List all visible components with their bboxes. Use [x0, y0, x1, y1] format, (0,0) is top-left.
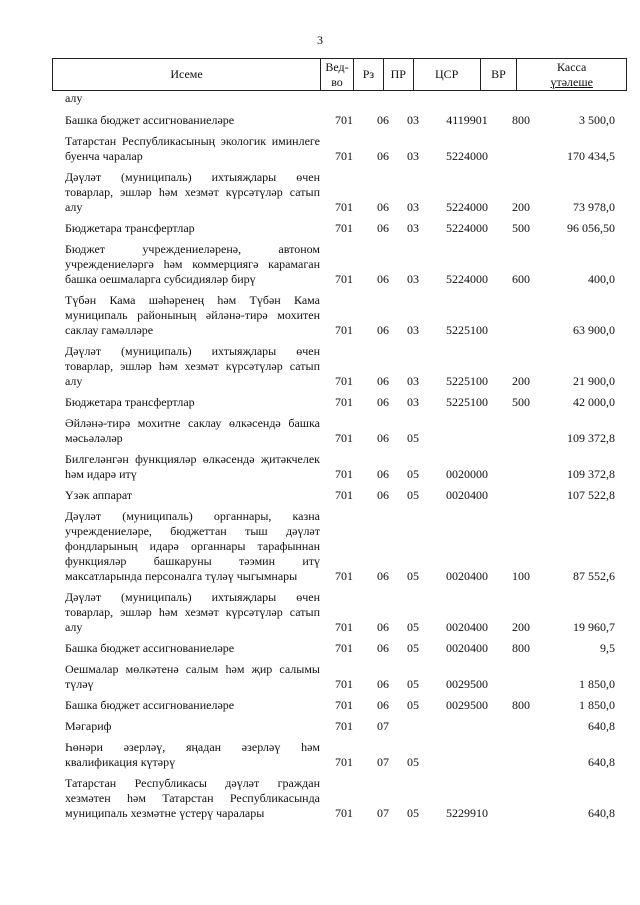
row-name: Татарстан Республикасының экологик иминлеге буенча чаралар: [65, 134, 320, 163]
row-name: Билгеләнгән функцияләр өлкәсендә җитәкчелек һәм идарә итү: [65, 452, 320, 481]
row-sum: 73 978,0: [573, 200, 615, 214]
row-name: Дәүләт (муниципаль) ихтыяҗлары өчен товарлар, эшләр һәм хезмәт күрсәтүләр сатып алу: [65, 344, 320, 388]
table-row: [65, 242, 615, 287]
row-name: Оешмалар мөлкәтенә салым һәм җир салымы түләү: [65, 662, 320, 691]
row-rz: 06: [377, 467, 389, 481]
row-sum: 9,5: [600, 641, 615, 655]
row-pr: 03: [407, 221, 419, 235]
row-sum: 1 850,0: [579, 698, 615, 712]
row-pr: 03: [407, 113, 419, 127]
row-rz: 06: [377, 374, 389, 388]
row-csr: 0029500: [446, 698, 488, 712]
row-csr: 5224000: [446, 221, 488, 235]
table-row: [65, 293, 615, 338]
row-csr: 0020400: [446, 620, 488, 634]
table-row: [65, 344, 615, 389]
row-ved: 701: [335, 620, 353, 634]
table-row: [65, 452, 615, 482]
row-pr: 05: [407, 488, 419, 502]
header-rz: Рз: [354, 59, 384, 90]
row-ved: 701: [335, 755, 353, 769]
row-vr: 800: [512, 698, 530, 712]
row-csr: 0029500: [446, 677, 488, 691]
row-vr: 200: [512, 374, 530, 388]
row-pr: 05: [407, 806, 419, 820]
row-name: Дәүләт (муниципаль) органнары, казна учреждениеләре, бюджеттан тыш дәүләт фондларының идарә органнары тарафыннан функцияләр башкаруны тәэмин итү максатларында персоналга түләү чыгымнары: [65, 509, 320, 583]
table-header: [52, 58, 627, 91]
row-ved: 701: [335, 677, 353, 691]
row-pr: 05: [407, 677, 419, 691]
row-sum: 640,8: [588, 755, 615, 769]
row-rz: 07: [377, 755, 389, 769]
row-name: Дәүләт (муниципаль) ихтыяҗлары өчен товарлар, эшләр һәм хезмәт күрсәтүләр сатып алу: [65, 590, 320, 634]
row-pr: 05: [407, 641, 419, 655]
row-ved: 701: [335, 719, 353, 733]
table-row: [65, 662, 615, 692]
row-rz: 06: [377, 569, 389, 583]
page-number: 3: [317, 33, 323, 47]
row-name: Башка бюджет ассигнованиеләре: [65, 641, 235, 655]
row-ved: 701: [335, 200, 353, 214]
row-csr: 0020400: [446, 569, 488, 583]
row-vr: 500: [512, 395, 530, 409]
row-name: Үзәк аппарат: [65, 488, 133, 502]
row-sum: 42 000,0: [573, 395, 615, 409]
row-rz: 07: [377, 719, 389, 733]
row-pr: 03: [407, 374, 419, 388]
row-pr: 05: [407, 620, 419, 634]
row-ved: 701: [335, 374, 353, 388]
row-pr: 05: [407, 569, 419, 583]
row-sum: 1 850,0: [579, 677, 615, 691]
table-rows: [65, 113, 615, 821]
row-csr: 0020400: [446, 641, 488, 655]
row-rz: 06: [377, 272, 389, 286]
row-rz: 06: [377, 488, 389, 502]
row-pr: 03: [407, 272, 419, 286]
table-row: [65, 134, 615, 164]
row-csr: 5224000: [446, 272, 488, 286]
continuation-text: алу: [65, 91, 83, 105]
row-ved: 701: [335, 395, 353, 409]
row-rz: 06: [377, 677, 389, 691]
table-row: [65, 113, 615, 128]
row-name: Дәүләт (муниципаль) ихтыяҗлары өчен товарлар, эшләр һәм хезмәт күрсәтүләр сатып алу: [65, 170, 320, 214]
row-sum: 96 056,50: [567, 221, 615, 235]
row-ved: 701: [335, 806, 353, 820]
row-name: Башка бюджет ассигнованиеләре: [65, 698, 235, 712]
row-name: Татарстан Республикасы дәүләт граждан хезмәтен һәм Татарстан Республикасында муниципаль хезмәтне үстерү чаралары: [65, 776, 320, 820]
row-pr: 05: [407, 698, 419, 712]
row-ved: 701: [335, 641, 353, 655]
row-rz: 06: [377, 200, 389, 214]
row-pr: 03: [407, 149, 419, 163]
row-sum: 400,0: [588, 272, 615, 286]
row-pr: 05: [407, 755, 419, 769]
row-rz: 06: [377, 323, 389, 337]
table-row: [65, 590, 615, 635]
table-row: [65, 509, 615, 584]
table-row: [65, 698, 615, 713]
header-vr: ВР: [481, 59, 518, 90]
row-csr: 5225100: [446, 395, 488, 409]
row-sum: 87 552,6: [573, 569, 615, 583]
row-csr: 5225100: [446, 374, 488, 388]
table-row: [65, 395, 615, 410]
header-name: Исеме: [53, 59, 321, 90]
header-ved-line1: Вед-: [325, 59, 349, 74]
row-vr: 600: [512, 272, 530, 286]
row-sum: 170 434,5: [567, 149, 615, 163]
table-row: [65, 416, 615, 446]
row-ved: 701: [335, 221, 353, 235]
table-body: [65, 91, 615, 827]
row-vr: 200: [512, 200, 530, 214]
header-kassa: [517, 59, 626, 90]
header-pr: ПР: [384, 59, 414, 90]
continuation-line: [65, 91, 615, 106]
row-csr: 5225100: [446, 323, 488, 337]
table-row: [65, 170, 615, 215]
row-sum: 640,8: [588, 719, 615, 733]
header-csr: ЦСР: [414, 59, 481, 90]
row-vr: 800: [512, 113, 530, 127]
row-rz: 06: [377, 698, 389, 712]
row-csr: 5224000: [446, 149, 488, 163]
row-name: Башка бюджет ассигнованиеләре: [65, 113, 235, 127]
row-sum: 21 900,0: [573, 374, 615, 388]
row-name: Бюджет учреждениеләренә, автоном учреждениеләргә һәм коммерциягә карамаган башка оешмаларга субсидияләр бирү: [65, 242, 320, 286]
row-ved: 701: [335, 569, 353, 583]
row-vr: 200: [512, 620, 530, 634]
row-rz: 06: [377, 221, 389, 235]
row-rz: 06: [377, 149, 389, 163]
row-ved: 701: [335, 149, 353, 163]
row-vr: 100: [512, 569, 530, 583]
table-row: [65, 641, 615, 656]
table-row: [65, 221, 615, 236]
table-row: [65, 719, 615, 734]
row-sum: 19 960,7: [573, 620, 615, 634]
row-csr: 0020400: [446, 488, 488, 502]
row-ved: 701: [335, 272, 353, 286]
row-pr: 03: [407, 200, 419, 214]
row-name: Бюджетара трансфертлар: [65, 395, 195, 409]
header-kassa-line1: Касса: [557, 59, 587, 74]
row-sum: 109 372,8: [567, 431, 615, 445]
row-ved: 701: [335, 431, 353, 445]
row-ved: 701: [335, 698, 353, 712]
row-name: Түбән Кама шәһәренең һәм Түбән Кама муниципаль районының әйләнә-тирә мохитен саклау гамәлләре: [65, 293, 320, 337]
row-rz: 06: [377, 620, 389, 634]
header-ved: [321, 59, 354, 90]
row-sum: 107 522,8: [567, 488, 615, 502]
row-sum: 63 900,0: [573, 323, 615, 337]
row-sum: 109 372,8: [567, 467, 615, 481]
row-csr: 4119901: [446, 113, 488, 127]
row-sum: 640,8: [588, 806, 615, 820]
table-row: [65, 776, 615, 821]
table-row: [65, 740, 615, 770]
row-rz: 07: [377, 806, 389, 820]
row-pr: 03: [407, 395, 419, 409]
row-pr: 05: [407, 431, 419, 445]
row-ved: 701: [335, 488, 353, 502]
header-ved-line2: во: [331, 74, 343, 89]
row-rz: 06: [377, 431, 389, 445]
row-ved: 701: [335, 323, 353, 337]
row-csr: 5229910: [446, 806, 488, 820]
row-pr: 05: [407, 467, 419, 481]
row-pr: 03: [407, 323, 419, 337]
row-rz: 06: [377, 641, 389, 655]
row-csr: 0020000: [446, 467, 488, 481]
header-kassa-line2: үтәлеше: [550, 74, 593, 89]
table-row: [65, 488, 615, 503]
row-vr: 800: [512, 641, 530, 655]
row-name: Әйләнә-тирә мохитне саклау өлкәсендә башка мәсьәләләр: [65, 416, 320, 445]
row-name: Бюджетара трансфертлар: [65, 221, 195, 235]
row-name: Һөнәри әзерләү, яңадан әзерләү һәм квалификация күтәрү: [65, 740, 320, 769]
row-rz: 06: [377, 395, 389, 409]
row-rz: 06: [377, 113, 389, 127]
row-vr: 500: [512, 221, 530, 235]
row-csr: 5224000: [446, 200, 488, 214]
row-ved: 701: [335, 113, 353, 127]
row-name: Мәгариф: [65, 719, 112, 733]
row-ved: 701: [335, 467, 353, 481]
row-sum: 3 500,0: [579, 113, 615, 127]
